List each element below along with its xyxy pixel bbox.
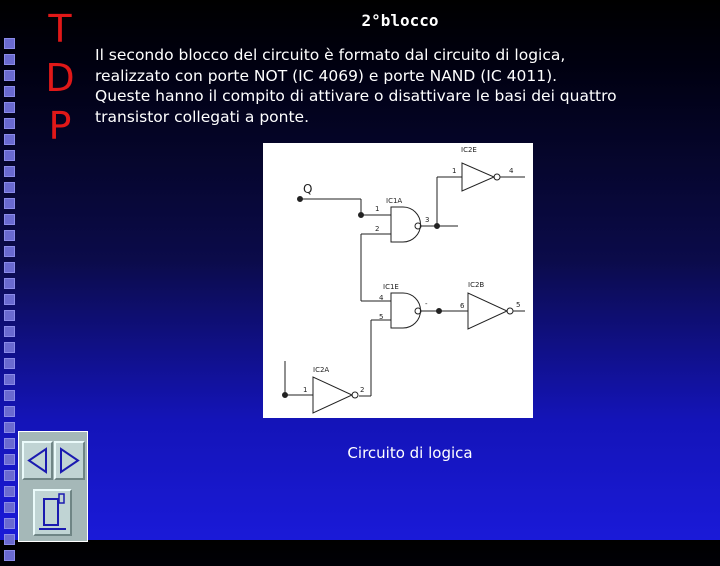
logo-letter-t: T <box>48 7 72 51</box>
gate-label-ic1e: IC1E <box>383 283 399 291</box>
slide-title: 2°blocco <box>361 11 439 30</box>
decorative-square <box>4 54 15 65</box>
decorative-square <box>4 102 15 113</box>
home-icon <box>35 491 70 534</box>
gate-label-ic2e: IC2E <box>461 146 477 154</box>
decorative-square <box>4 278 15 289</box>
decorative-square <box>4 38 15 49</box>
decorative-square <box>4 470 15 481</box>
decorative-square <box>4 326 15 337</box>
svg-text:2: 2 <box>375 225 380 233</box>
decorative-square <box>4 262 15 273</box>
decorative-square <box>4 486 15 497</box>
gate-label-ic2a: IC2A <box>313 366 330 374</box>
svg-text:1: 1 <box>452 167 457 175</box>
logo-letter-p: P <box>48 104 72 148</box>
decorative-square <box>4 374 15 385</box>
decorative-square <box>4 518 15 529</box>
logic-circuit-diagram <box>263 143 533 418</box>
decorative-square <box>4 118 15 129</box>
logo-letter-d: D <box>45 56 75 100</box>
triangle-right-icon <box>56 443 83 478</box>
decorative-square <box>4 214 15 225</box>
svg-text:4: 4 <box>379 294 384 302</box>
decorative-square <box>4 70 15 81</box>
svg-text:4: 4 <box>509 167 514 175</box>
decorative-square <box>4 134 15 145</box>
diagram-caption: Circuito di logica <box>347 444 473 462</box>
decorative-square-strip <box>4 38 18 566</box>
input-q-label: Q <box>303 182 313 196</box>
svg-text:2: 2 <box>360 386 365 394</box>
svg-text:5: 5 <box>516 301 521 309</box>
navigation-panel <box>18 431 88 542</box>
decorative-square <box>4 550 15 561</box>
decorative-square <box>4 198 15 209</box>
svg-text:1: 1 <box>303 386 308 394</box>
triangle-left-icon <box>24 443 51 478</box>
decorative-square <box>4 230 15 241</box>
decorative-square <box>4 86 15 97</box>
home-button[interactable] <box>33 489 72 536</box>
decorative-square <box>4 358 15 369</box>
decorative-square <box>4 502 15 513</box>
decorative-square <box>4 166 15 177</box>
decorative-square <box>4 406 15 417</box>
decorative-square <box>4 342 15 353</box>
decorative-square <box>4 422 15 433</box>
decorative-square <box>4 438 15 449</box>
decorative-square <box>4 246 15 257</box>
svg-text:3: 3 <box>425 216 430 224</box>
previous-slide-button[interactable] <box>22 441 53 480</box>
decorative-square <box>4 454 15 465</box>
decorative-square <box>4 310 15 321</box>
svg-text:1: 1 <box>375 205 380 213</box>
svg-text:5: 5 <box>379 313 384 321</box>
decorative-square <box>4 150 15 161</box>
decorative-square <box>4 182 15 193</box>
svg-text:-: - <box>425 300 428 308</box>
svg-text:6: 6 <box>460 302 465 310</box>
next-slide-button[interactable] <box>54 441 85 480</box>
gate-label-ic2b: IC2B <box>468 281 485 289</box>
slide-paragraph: Il secondo blocco del circuito è formato dal circuito di logica, realizzato con porte NOT (IC 4069) e porte NAND (IC 4011). Queste hanno il compito di attivare o disattivare le basi dei quattro transistor collegati a ponte. <box>95 46 617 126</box>
decorative-square <box>4 390 15 401</box>
decorative-square <box>4 294 15 305</box>
gate-label-ic1a: IC1A <box>386 197 403 205</box>
